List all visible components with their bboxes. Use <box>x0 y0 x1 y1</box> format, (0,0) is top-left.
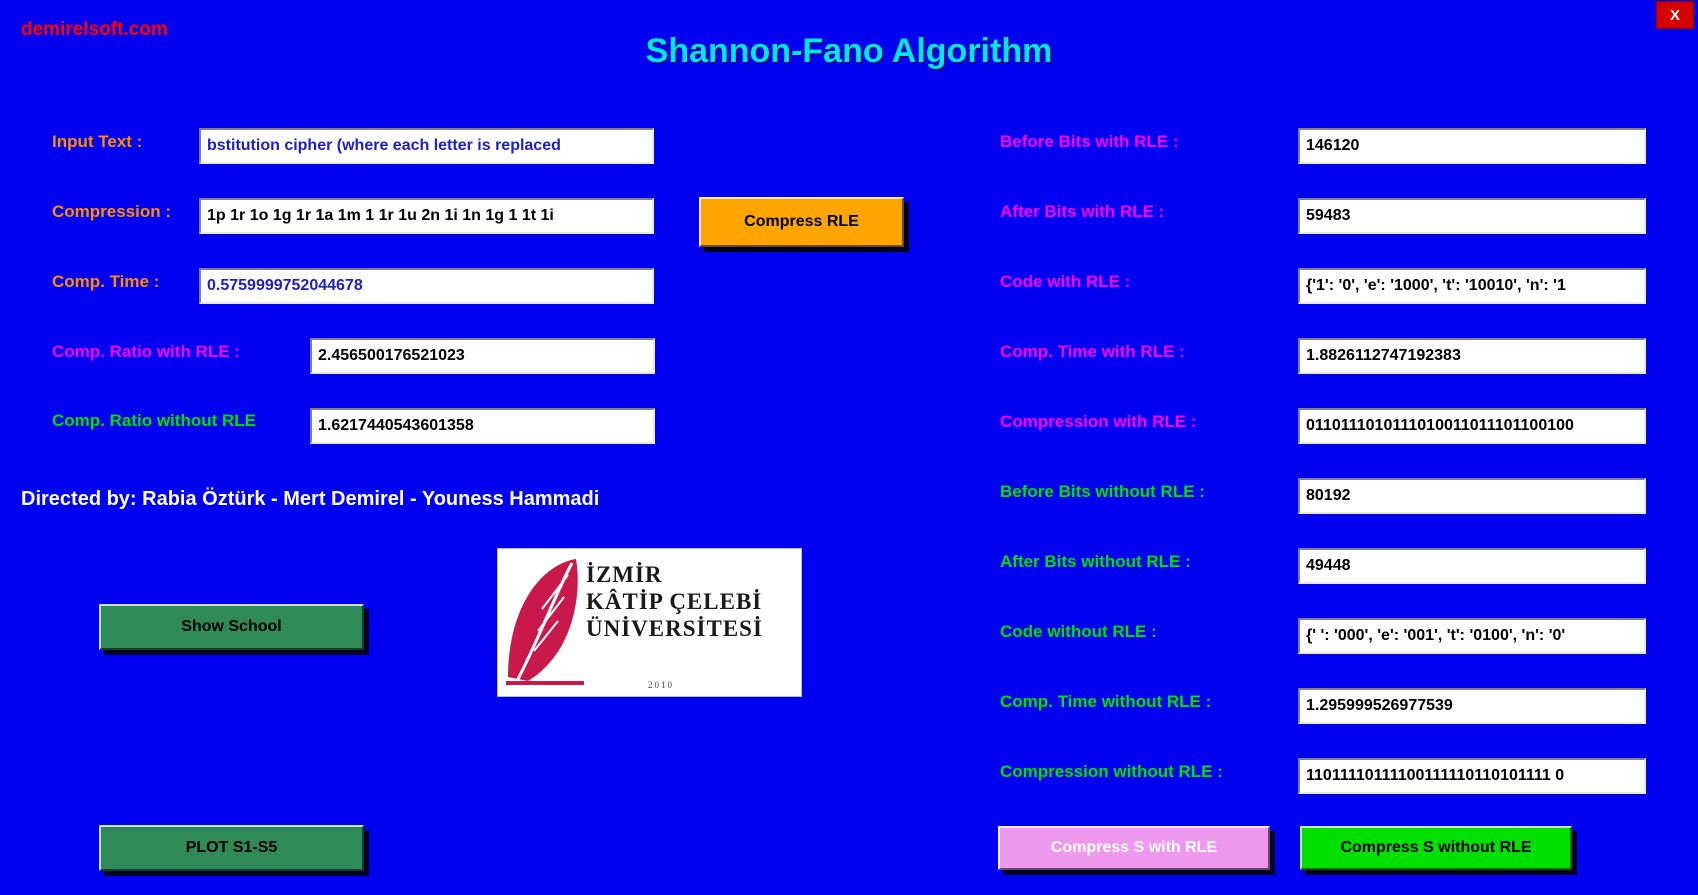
code-without-rle-field[interactable]: {' ': '000', 'e': '001', 't': '0100', 'n': '0' <box>1298 618 1646 654</box>
before-bits-without-rle-field[interactable]: 80192 <box>1298 478 1646 514</box>
logo-name <box>586 561 763 642</box>
label-compression-with-rle: Compression with RLE : <box>1000 412 1197 431</box>
close-button[interactable]: X <box>1656 1 1694 29</box>
compression-field[interactable]: 1p 1r 1o 1g 1r 1a 1m 1 1r 1u 2n 1i 1n 1g 1 1t 1i <box>199 198 654 234</box>
label-comp-time-without-rle: Comp. Time without RLE : <box>1000 692 1212 711</box>
label-comp-time-with-rle: Comp. Time with RLE : <box>1000 342 1185 361</box>
compression-without-rle-field[interactable]: 11011110111100111110110101111 0 <box>1298 758 1646 794</box>
label-code-with-rle: Code with RLE : <box>1000 272 1131 291</box>
label-comp-ratio-without-rle: Comp. Ratio without RLE <box>52 411 256 430</box>
brand-watermark: demirelsoft.com <box>21 19 168 40</box>
comp-time-with-rle-field[interactable]: 1.8826112747192383 <box>1298 338 1646 374</box>
compress-s-without-rle-button[interactable]: Compress S without RLE <box>1300 826 1572 870</box>
label-after-bits-without-rle: After Bits without RLE : <box>1000 552 1191 571</box>
label-after-bits-with-rle: After Bits with RLE : <box>1000 202 1165 221</box>
input-text-field[interactable]: bstitution cipher (where each letter is replaced <box>199 128 654 164</box>
logo-line-1: İZMİR <box>586 562 663 587</box>
comp-ratio-with-rle-field[interactable]: 2.456500176521023 <box>310 338 655 374</box>
label-compression-without-rle: Compression without RLE : <box>1000 762 1223 781</box>
label-comp-ratio-with-rle: Comp. Ratio with RLE : <box>52 342 240 361</box>
credits-text: Directed by: Rabia Öztürk - Mert Demirel - Youness Hammadi <box>21 488 600 510</box>
logo-year: 2010 <box>648 680 674 690</box>
label-code-without-rle: Code without RLE : <box>1000 622 1157 641</box>
before-bits-with-rle-field[interactable]: 146120 <box>1298 128 1646 164</box>
page-title: Shannon-Fano Algorithm <box>645 32 1053 70</box>
label-comp-time: Comp. Time : <box>52 272 160 291</box>
compress-rle-button[interactable]: Compress RLE <box>699 197 904 247</box>
comp-ratio-without-rle-field[interactable]: 1.6217440543601358 <box>310 408 655 444</box>
code-with-rle-field[interactable]: {'1': '0', 'e': '1000', 't': '10010', 'n': '1 <box>1298 268 1646 304</box>
label-compression: Compression : <box>52 202 172 221</box>
compression-with-rle-field[interactable]: 0110111010111010011011101100100 <box>1298 408 1646 444</box>
compress-s-with-rle-button[interactable]: Compress S with RLE <box>998 826 1270 870</box>
after-bits-without-rle-field[interactable]: 49448 <box>1298 548 1646 584</box>
after-bits-with-rle-field[interactable]: 59483 <box>1298 198 1646 234</box>
label-input-text: Input Text : <box>52 132 143 151</box>
label-before-bits-with-rle: Before Bits with RLE : <box>1000 132 1179 151</box>
comp-time-without-rle-field[interactable]: 1.295999526977539 <box>1298 688 1646 724</box>
comp-time-field[interactable]: 0.5759999752044678 <box>199 268 654 304</box>
logo-line-2: KÂTİP ÇELEBİ <box>586 589 763 614</box>
label-before-bits-without-rle: Before Bits without RLE : <box>1000 482 1205 501</box>
logo-line-3: ÜNİVERSİTESİ <box>586 616 763 641</box>
university-logo <box>497 548 802 697</box>
show-school-button[interactable]: Show School <box>99 604 364 650</box>
plot-button[interactable]: PLOT S1-S5 <box>99 825 364 871</box>
